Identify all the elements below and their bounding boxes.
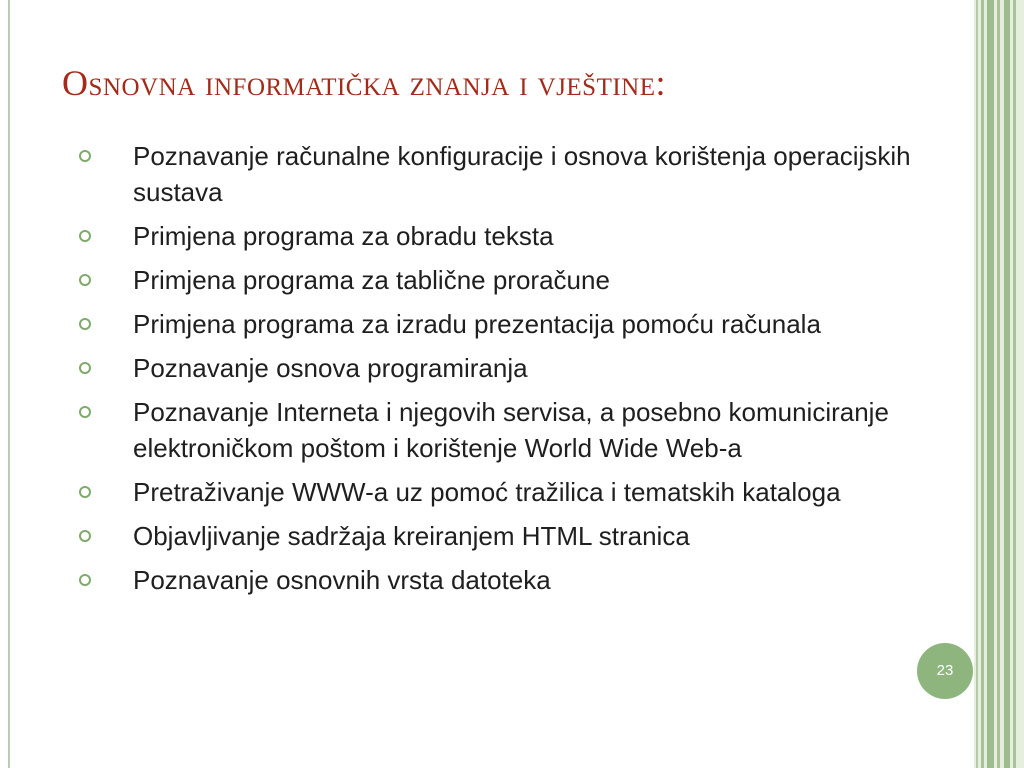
bullet-text: Objavljivanje sadržaja kreiranjem HTML stranica <box>133 521 690 551</box>
decorative-stripe <box>997 0 1000 768</box>
bullet-text: Primjena programa za obradu teksta <box>133 221 554 251</box>
bullet-item <box>76 394 916 466</box>
bullet-text: Primjena programa za izradu prezentacija pomoću računala <box>133 309 821 339</box>
left-frame-line <box>8 0 10 768</box>
bullet-circle-icon <box>79 150 91 162</box>
bullet-circle-icon <box>79 530 91 542</box>
decorative-stripe <box>987 0 994 768</box>
decorative-stripe <box>981 0 984 768</box>
bullet-list <box>76 138 916 606</box>
bullet-item <box>76 474 916 510</box>
bullet-circle-icon <box>79 406 91 418</box>
bullet-circle-icon <box>79 230 91 242</box>
decorative-stripe <box>1004 0 1010 768</box>
bullet-circle-icon <box>79 574 91 586</box>
bullet-item <box>76 350 916 386</box>
bullet-text: Poznavanje osnova programiranja <box>133 353 528 383</box>
bullet-item <box>76 306 916 342</box>
right-decorative-band <box>974 0 1024 768</box>
decorative-stripe <box>976 0 978 768</box>
slide-title: Osnovna informatička znanja i vještine: <box>62 63 666 103</box>
bullet-text: Primjena programa za tablične proračune <box>133 265 610 295</box>
bullet-item <box>76 518 916 554</box>
bullet-circle-icon <box>79 486 91 498</box>
bullet-circle-icon <box>79 274 91 286</box>
bullet-text: Poznavanje računalne konfiguracije i osnova korištenja operacijskih sustava <box>133 141 911 207</box>
bullet-text: Poznavanje Interneta i njegovih servisa, a posebno komuniciranje elektroničkom poštom i korištenje World Wide Web-a <box>133 397 889 463</box>
bullet-text: Pretraživanje WWW-a uz pomoć tražilica i tematskih kataloga <box>133 477 841 507</box>
bullet-item <box>76 138 916 210</box>
bullet-item <box>76 262 916 298</box>
bullet-text: Poznavanje osnovnih vrsta datoteka <box>133 565 551 595</box>
bullet-item <box>76 562 916 598</box>
bullet-circle-icon <box>79 362 91 374</box>
bullet-item <box>76 218 916 254</box>
decorative-stripe <box>1013 0 1016 768</box>
bullet-circle-icon <box>79 318 91 330</box>
page-number-badge: 23 <box>917 643 973 699</box>
